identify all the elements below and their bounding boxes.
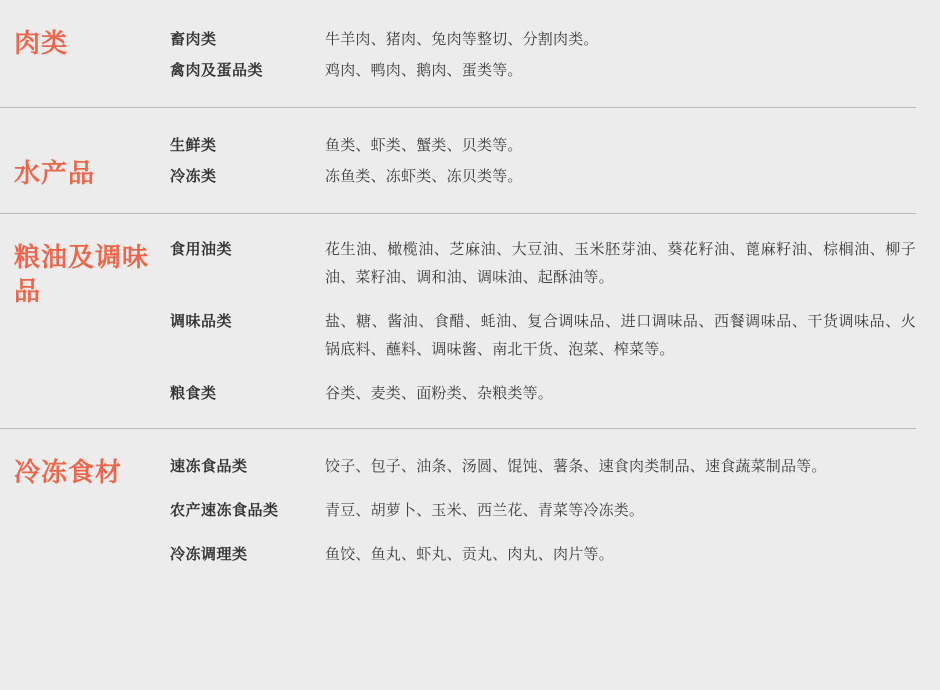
category-section-meat (0, 0, 916, 107)
subcategory-items: 鱼饺、鱼丸、虾丸、贡丸、肉丸、肉片等。 (325, 546, 614, 563)
subcategory-items: 青豆、胡萝卜、玉米、西兰花、青菜等冷冻类。 (325, 502, 645, 519)
table-row (170, 132, 916, 160)
table-row (170, 541, 916, 569)
table-row (170, 163, 916, 191)
subcategory-items: 花生油、橄榄油、芝麻油、大豆油、玉米胚芽油、葵花籽油、蓖麻籽油、棕榈油、柳子油、菜籽油、调和油、调味油、起酥油等。 (325, 241, 916, 286)
subcategory-label: 食用油类 (170, 241, 233, 258)
category-title: 粮油及调味品 (14, 242, 150, 307)
subcategory-label: 畜肉类 (170, 31, 217, 48)
table-row (170, 453, 916, 481)
category-rows (170, 108, 916, 213)
subcategory-items: 盐、糖、酱油、食醋、蚝油、复合调味品、进口调味品、西餐调味品、干货调味品、火锅底料、蘸料、调味酱、南北干货、泡菜、榨菜等。 (325, 313, 916, 358)
subcategory-label: 冷冻类 (170, 168, 217, 185)
subcategory-items: 鸡肉、鸭肉、鹅肉、蛋类等。 (325, 62, 523, 79)
table-row (170, 26, 916, 54)
subcategory-label: 禽肉及蛋品类 (170, 62, 264, 79)
category-title: 肉类 (14, 28, 69, 58)
subcategory-label: 速冻食品类 (170, 458, 248, 475)
subcategory-label: 农产速冻食品类 (170, 502, 279, 519)
category-title: 水产品 (14, 158, 96, 188)
table-row (170, 57, 916, 85)
subcategory-label: 冷冻调理类 (170, 546, 248, 563)
subcategory-label: 生鲜类 (170, 137, 217, 154)
subcategory-items: 饺子、包子、油条、汤圆、馄饨、薯条、速食肉类制品、速食蔬菜制品等。 (325, 458, 827, 475)
category-section-frozen (0, 428, 916, 587)
subcategory-items: 谷类、麦类、面粉类、杂粮类等。 (325, 385, 554, 402)
subcategory-items: 牛羊肉、猪肉、兔肉等整切、分割肉类。 (325, 31, 599, 48)
category-rows (170, 429, 916, 587)
category-rows (170, 214, 916, 428)
table-row (170, 497, 916, 525)
subcategory-items: 鱼类、虾类、蟹类、贝类等。 (325, 137, 523, 154)
subcategory-label: 调味品类 (170, 313, 233, 330)
category-section-grain-oil-condiment (0, 213, 916, 428)
category-rows (170, 0, 916, 107)
category-title: 冷冻食材 (14, 457, 123, 487)
table-row (170, 380, 916, 408)
subcategory-label: 粮食类 (170, 385, 217, 402)
subcategory-items: 冻鱼类、冻虾类、冻贝类等。 (325, 168, 523, 185)
table-row (170, 308, 916, 364)
table-row (170, 236, 916, 292)
category-section-aquatic (0, 107, 916, 213)
